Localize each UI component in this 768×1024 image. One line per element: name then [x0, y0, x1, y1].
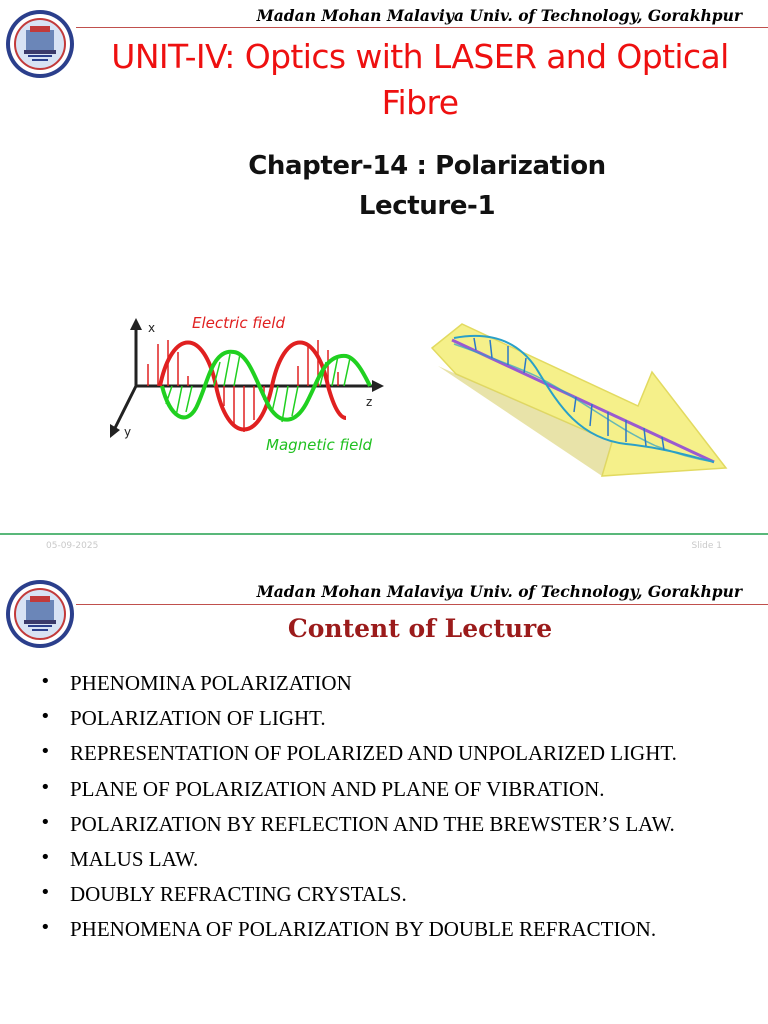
axis-z-label: z [366, 395, 373, 409]
footer-date: 05-09-2025 [46, 541, 99, 551]
slide-footer [0, 540, 768, 556]
bullet-icon: • [40, 882, 51, 904]
electric-field-label: Electric field [192, 314, 285, 332]
footer-slide-number: Slide 1 [691, 541, 722, 551]
lecture-contents-list [38, 666, 677, 948]
bullet-icon: • [40, 741, 51, 763]
bullet-icon: • [40, 706, 51, 728]
bullet-icon: • [40, 776, 51, 798]
z-axis-arrow-icon [372, 380, 384, 392]
list-item [38, 807, 677, 842]
list-item-text: PLANE OF POLARIZATION AND PLANE OF VIBRATION. [70, 776, 605, 801]
bullet-icon: • [40, 671, 51, 692]
unit-title: UNIT-IV: Optics with LASER and Optical Fibre [111, 37, 729, 122]
chapter-title: Chapter-14 : Polarization [248, 151, 606, 181]
header-rule [76, 27, 768, 28]
axis-y-label: y [124, 425, 132, 439]
slide-2 [0, 566, 768, 1024]
list-item-text: DOUBLY REFRACTING CRYSTALS. [70, 882, 407, 907]
list-item-text: PHENOMENA OF POLARIZATION BY DOUBLE REFRACTION. [70, 917, 657, 942]
slide-separator [0, 533, 768, 535]
bullet-icon: • [40, 811, 51, 833]
header-rule [76, 604, 768, 605]
university-name: Madan Mohan Malaviya Univ. of Technology, Gorakhpur [256, 6, 742, 25]
list-item [38, 877, 677, 912]
list-item-text: MALUS LAW. [70, 847, 199, 872]
list-item-text: POLARIZATION OF LIGHT. [70, 706, 326, 731]
list-item [38, 701, 677, 736]
university-logo [4, 4, 76, 84]
em-wave-figure [100, 308, 400, 468]
university-name: Madan Mohan Malaviya Univ. of Technology, Gorakhpur [256, 582, 742, 601]
list-item [38, 912, 677, 947]
bullet-icon: • [40, 847, 51, 869]
list-item [38, 666, 677, 701]
magnetic-field-label: Magnetic field [266, 436, 373, 454]
x-axis-arrow-icon [130, 318, 142, 330]
list-item-text: POLARIZATION BY REFLECTION AND THE BREWSTER’S LAW. [70, 811, 675, 836]
chapter-heading [90, 146, 764, 226]
polarized-beam-figure [426, 318, 732, 480]
bullet-icon: • [40, 917, 51, 939]
university-logo [4, 574, 76, 654]
list-item [38, 736, 677, 771]
lecture-title: Lecture-1 [358, 191, 496, 221]
list-item [38, 772, 677, 807]
axis-x-label: x [148, 321, 156, 335]
list-item-text: PHENOMINA POLARIZATION [70, 671, 352, 695]
list-item-text: REPRESENTATION OF POLARIZED AND UNPOLARIZED LIGHT. [70, 741, 677, 766]
list-item [38, 842, 677, 877]
content-title: Content of Lecture [287, 614, 553, 643]
